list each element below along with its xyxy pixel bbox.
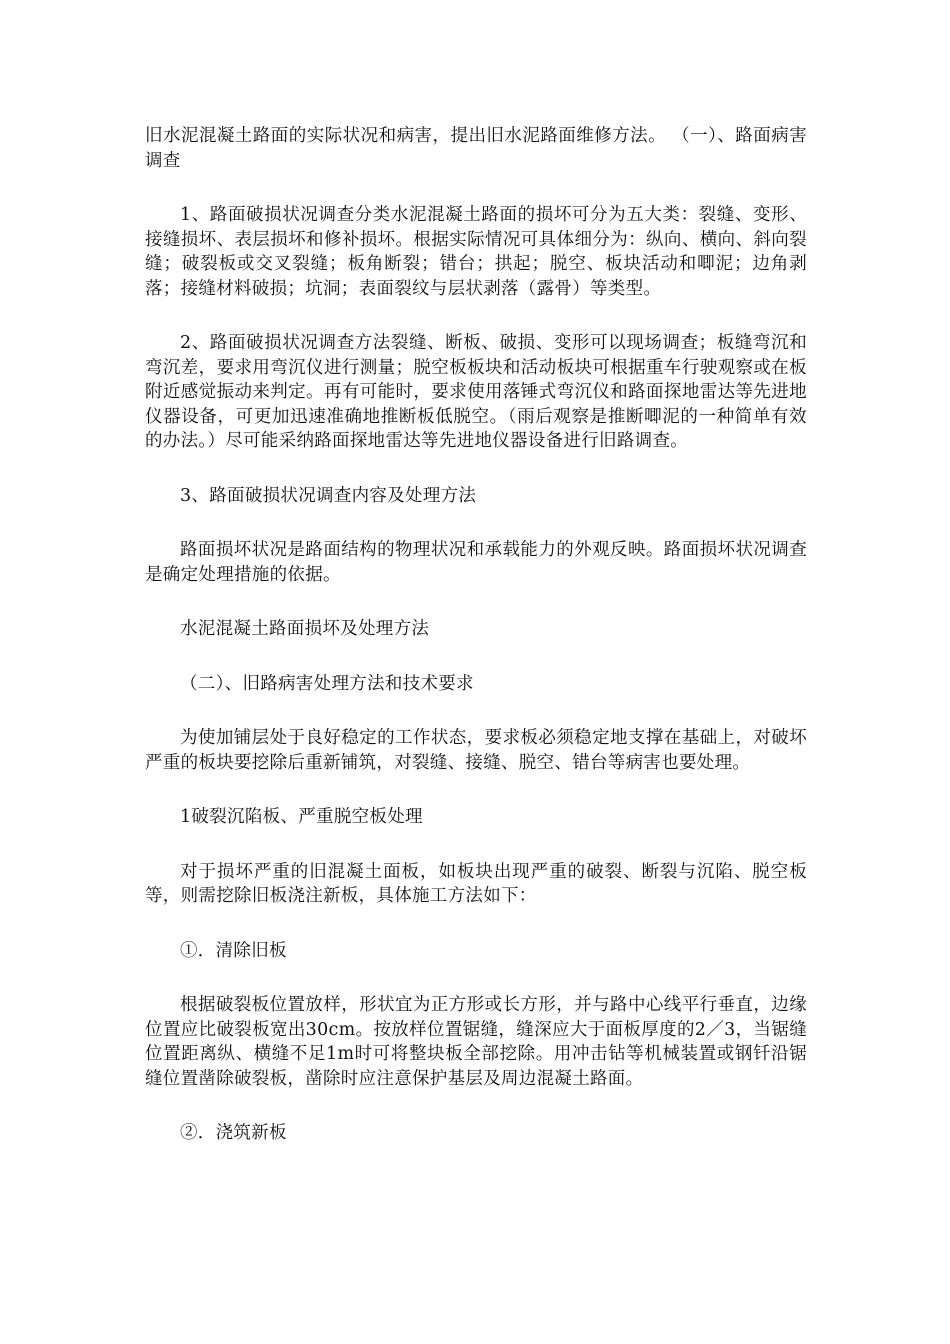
paragraph-overlay-requirement: 为使加铺层处于良好稳定的工作状态，要求板必须稳定地支撑在基础上，对破坏严重的板块要挖除后重新铺筑，对裂缝、接缝、脱空、错台等病害也要处理。 <box>145 728 807 773</box>
heading-damage-treatment: 水泥混凝土路面损坏及处理方法 <box>180 619 430 639</box>
intro-paragraph: 旧水泥混凝土路面的实际状况和病害，提出旧水泥路面维修方法。 （一）、路面病害调查 <box>145 126 807 171</box>
heading-section-two: （二）、旧路病害处理方法和技术要求 <box>180 673 474 694</box>
paragraph-severe-damage: 对于损坏严重的旧混凝土面板，如板块出现严重的破裂、断裂与沉陷、脱空板等，则需挖除旧板浇注新板，具体施工方法如下： <box>145 861 807 906</box>
document-body <box>145 124 807 1146</box>
paragraph-survey-method: 2、路面破损状况调查方法裂缝、断板、破损、变形可以现场调查；板缝弯沉和弯沉差，要求用弯沉仪进行测量；脱空板板块和活动板块可根据重车行驶观察或在板附近感觉振动来判定。再有可能时，要求使用落锤式弯沉仪和路面探地雷达等先进地仪器设备，可更加迅速准确地推断板低脱空。（雨后观察是推断唧泥的一种简单有效的办法。）尽可能采纳路面探地雷达等先进地仪器设备进行旧路调查。 <box>145 333 807 451</box>
paragraph-damage-classification: 1、路面破损状况调查分类水泥混凝土路面的损坏可分为五大类：裂缝、变形、接缝损坏、表层损坏和修补损坏。根据实际情况可具体细分为：纵向、横向、斜向裂缝；破裂板或交叉裂缝；板角断裂；错台；拱起；脱空、板块活动和唧泥；边角剥落；接缝材料破损；坑洞；表面裂纹与层状剥落（露骨）等类型。 <box>145 205 807 299</box>
paragraph-remove-procedure: 根据破裂板位置放样，形状宜为正方形或长方形，并与路中心线平行垂直，边缘位置应比破裂板宽出30cm。按放样位置锯缝，缝深应大于面板厚度的2／3，当锯缝位置距离纵、横缝不足1m时可将整块板全部挖除。用冲击钻等机械装置或钢钎沿锯缝位置凿除破裂板，凿除时应注意保护基层及周边混凝土路面。 <box>145 995 807 1089</box>
heading-survey-content: 3、路面破损状况调查内容及处理方法 <box>180 485 477 506</box>
heading-remove-old-slab: ①．清除旧板 <box>180 940 287 961</box>
heading-pour-new-slab: ②．浇筑新板 <box>180 1123 287 1143</box>
heading-cracked-slab: 1破裂沉陷板、严重脱空板处理 <box>180 807 423 827</box>
paragraph-damage-condition: 路面损坏状况是路面结构的物理状况和承载能力的外观反映。路面损坏状况调查是确定处理措施的依据。 <box>145 540 807 585</box>
